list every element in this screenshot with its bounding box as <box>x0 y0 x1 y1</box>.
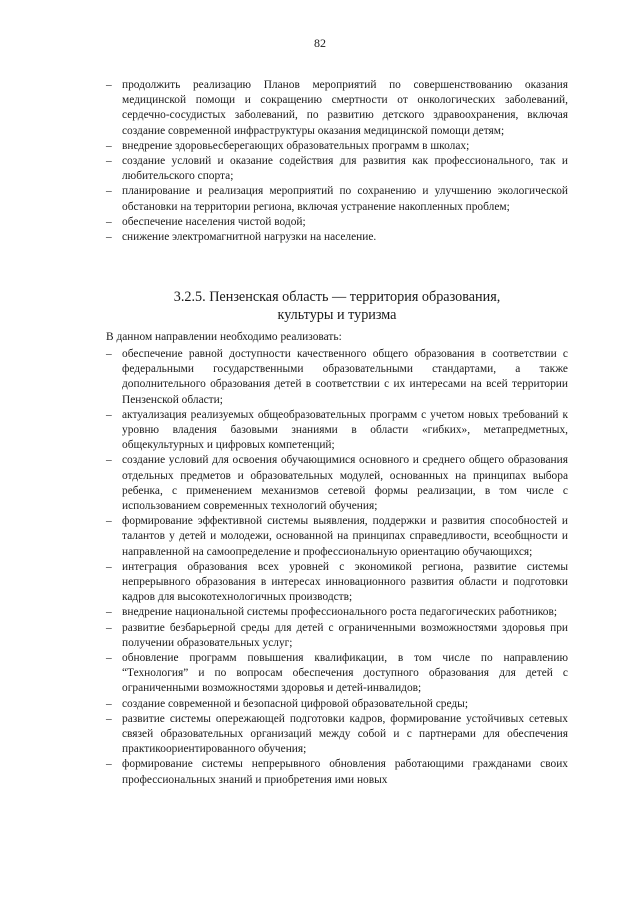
dash-bullet: – <box>106 155 112 168</box>
dash-bullet: – <box>106 712 112 725</box>
section-heading-line1: 3.2.5. Пензенская область — территория образования, <box>173 289 501 305</box>
dash-bullet: – <box>106 652 112 665</box>
dash-bullet: – <box>106 758 112 771</box>
list-item: – создание условий и оказание содействия для развития как профессионального, так и любительского спорта; <box>106 155 568 183</box>
section-heading-line2: культуры и туризма <box>277 307 397 323</box>
list-item: – создание условий для освоения обучающимися основного и среднего общего образования отдельных предметов и образовательных модулей, основанных на принципах выбора ребенка, с применением механизмов сетевой формы реализации, в том числе с использованием современных технологий обучения; <box>106 454 568 513</box>
list-item: – обеспечение равной доступности качественного общего образования в соответствии с федеральными государственными образовательными стандартами, а также дополнительного образования детей в соответствии с их интересами на всей территории Пензенской области; <box>106 348 568 406</box>
health-measures-list <box>106 78 568 245</box>
dash-bullet: – <box>106 185 112 198</box>
section-intro: В данном направлении необходимо реализовать: <box>106 331 342 343</box>
list-item: – планирование и реализация мероприятий по сохранению и улучшению экологической обстановки на территории региона, включая устранение накопленных проблем; <box>106 185 568 213</box>
list-item: – обеспечение населения чистой водой; <box>106 215 568 230</box>
dash-bullet: – <box>106 408 112 421</box>
list-item: – внедрение национальной системы профессионального роста педагогических работников; <box>106 605 568 620</box>
page-number: 82 <box>314 36 326 50</box>
list-item: – развитие системы опережающей подготовки кадров, формирование устойчивых сетевых связей образовательных организаций между собой и с партнерами для обеспечения практикоориентированного обучения; <box>106 712 568 756</box>
list-item: – внедрение здоровьесберегающих образовательных программ в школах; <box>106 139 568 154</box>
list-item: – развитие безбарьерной среды для детей с ограниченными возможностями здоровья при получении образовательных услуг; <box>106 621 568 649</box>
dash-bullet: – <box>106 79 112 91</box>
list-item: – актуализация реализуемых общеобразовательных программ с учетом новых требований к уровню владения базовыми знаниями в области «гибких», метапредметных, общекультурных и цифровых компетенций; <box>106 408 568 452</box>
list-item: – продолжить реализацию Планов мероприятий по совершенствованию оказания медицинской помощи и сокращению смертности от онкологических заболеваний, сердечно-сосудистых заболеваний, по развитию детского здравоохранения, включая создание современной инфраструктуры оказания медицинской помощи детям; <box>106 79 568 137</box>
dash-bullet: – <box>106 348 112 360</box>
list-item: – снижение электромагнитной нагрузки на население. <box>106 230 568 245</box>
list-item: – создание современной и безопасной цифровой образовательной среды; <box>106 697 568 712</box>
list-item: – интеграция образования всех уровней с экономикой региона, развитие системы непрерывного образования в интересах инновационного развития области и подготовки кадров для высокотехнологичных производств; <box>106 560 568 604</box>
dash-bullet: – <box>106 139 112 152</box>
list-item: – обновление программ повышения квалификации, в том числе по направлению “Технология” и по вопросам обеспечения доступного образования для детей с ограниченными возможностями здоровья и детей-инвалидов; <box>106 652 568 695</box>
dash-bullet: – <box>106 606 112 619</box>
dash-bullet: – <box>106 560 112 573</box>
education-measures-list <box>106 347 568 788</box>
dash-bullet: – <box>106 515 112 528</box>
list-item: – формирование эффективной системы выявления, поддержки и развития способностей и талантов у детей и молодежи, основанной на принципах справедливости, всеобщности и направленной на самоопределение и профессиональную ориентацию обучающихся; <box>106 515 568 558</box>
list-item: – формирование системы непрерывного обновления работающими гражданами своих профессиональных знаний и приобретения ими новых <box>106 758 568 786</box>
dash-bullet: – <box>106 231 112 244</box>
dash-bullet: – <box>106 697 112 710</box>
dash-bullet: – <box>106 621 112 634</box>
section-heading <box>106 288 568 324</box>
dash-bullet: – <box>106 215 112 228</box>
dash-bullet: – <box>106 454 112 467</box>
